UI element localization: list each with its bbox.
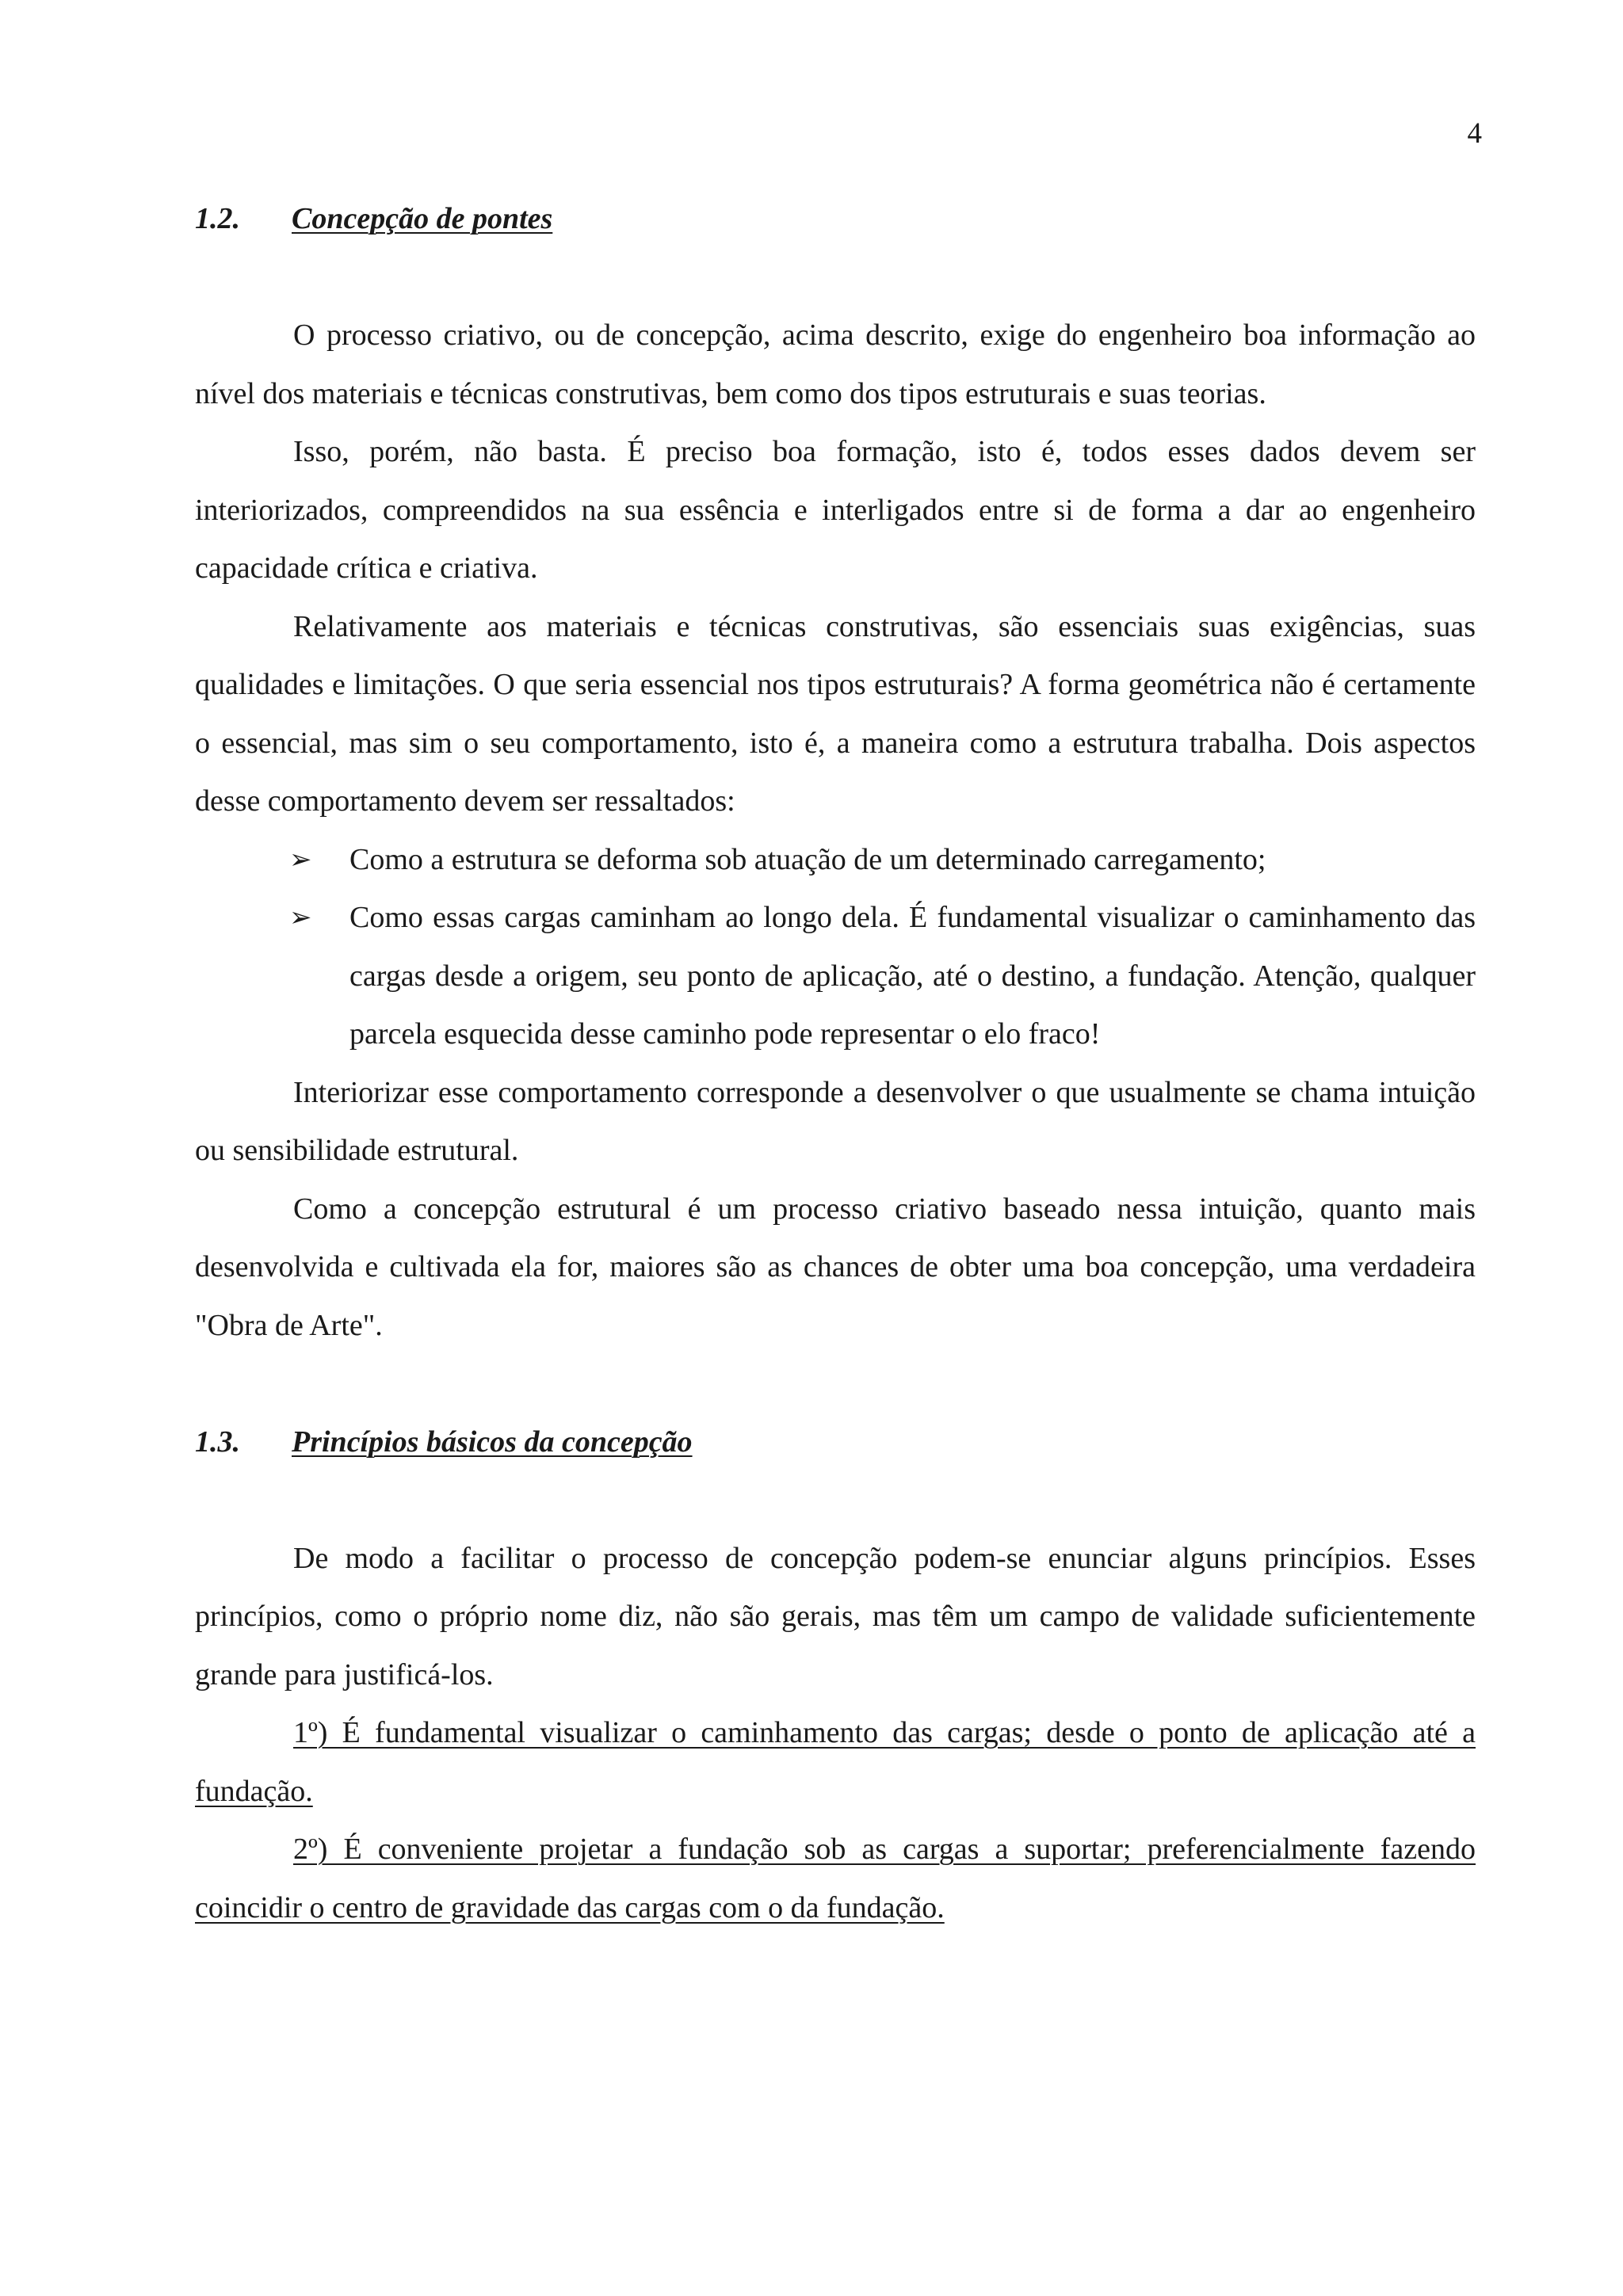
document-body [195,190,1476,1937]
section-title: Princípios básicos da concepção [292,1425,693,1459]
section-heading-1-2 [195,190,1476,249]
spacer [195,1355,1476,1413]
list-item [289,831,1476,890]
paragraph: Interiorizar esse comportamento corresponde a desenvolver o que usualmente se chama intuição ou sensibilidade estrutural. [195,1075,1476,1167]
principle-text: 1º) É fundamental visualizar o caminhamento das cargas; desde o ponto de aplicação até a fundação. [195,1716,1476,1808]
section-number: 1.2. [195,202,240,235]
principle-2 [195,1821,1476,1937]
principle-1 [195,1704,1476,1821]
spacer [195,1471,1476,1530]
paragraph: De modo a facilitar o processo de concepção podem-se enunciar alguns princípios. Esses princípios, como o próprio nome diz, não são gerais, mas têm um campo de validade suficientemente grande para justificá-los. [195,1541,1476,1691]
paragraph: O processo criativo, ou de concepção, acima descrito, exige do engenheiro boa informação ao nível dos materiais e técnicas construtivas, bem como dos tipos estruturais e suas teorias. [195,318,1476,410]
paragraph: Isso, porém, não basta. É preciso boa formação, isto é, todos esses dados devem ser interiorizados, compreendidos na sua essência e interligados entre si de forma a dar ao engenheiro capacidade crítica e criativa. [195,435,1476,585]
principle-text: 2º) É conveniente projetar a fundação sob as cargas a suportar; preferencialmente fazendo coincidir o centro de gravidade das cargas com o da fundação. [195,1833,1476,1924]
section-heading-1-3 [195,1413,1476,1472]
list-item [289,889,1476,1064]
right-arrowhead-icon: ➢ [289,902,312,933]
list-item-text: Como essas cargas caminham ao longo dela. É fundamental visualizar o caminhamento das cargas desde a origem, seu ponto de aplicação, até o destino, a fundação. Atenção, qualquer parcela esquecida desse caminho pode representar o elo fraco! [349,901,1476,1051]
right-arrowhead-icon: ➢ [289,843,312,875]
bullet-list [195,831,1476,1064]
section-number: 1.3. [195,1425,240,1459]
section-title: Concepção de pontes [292,202,553,235]
paragraph: Como a concepção estrutural é um processo criativo baseado nessa intuição, quanto mais desenvolvida e cultivada ela for, maiores são as chances de obter uma boa concepção, uma verdadeira "Obra de Arte". [195,1192,1476,1342]
spacer [195,249,1476,307]
page-number: 4 [1467,117,1482,150]
list-item-text: Como a estrutura se deforma sob atuação de um determinado carregamento; [349,842,1266,876]
paragraph: Relativamente aos materiais e técnicas construtivas, são essenciais suas exigências, suas qualidades e limitações. O que seria essencial nos tipos estruturais? A forma geométrica não é certamente o essencial, mas sim o seu comportamento, isto é, a maneira como a estrutura trabalha. Dois aspectos desse comportamento devem ser ressaltados: [195,609,1476,818]
